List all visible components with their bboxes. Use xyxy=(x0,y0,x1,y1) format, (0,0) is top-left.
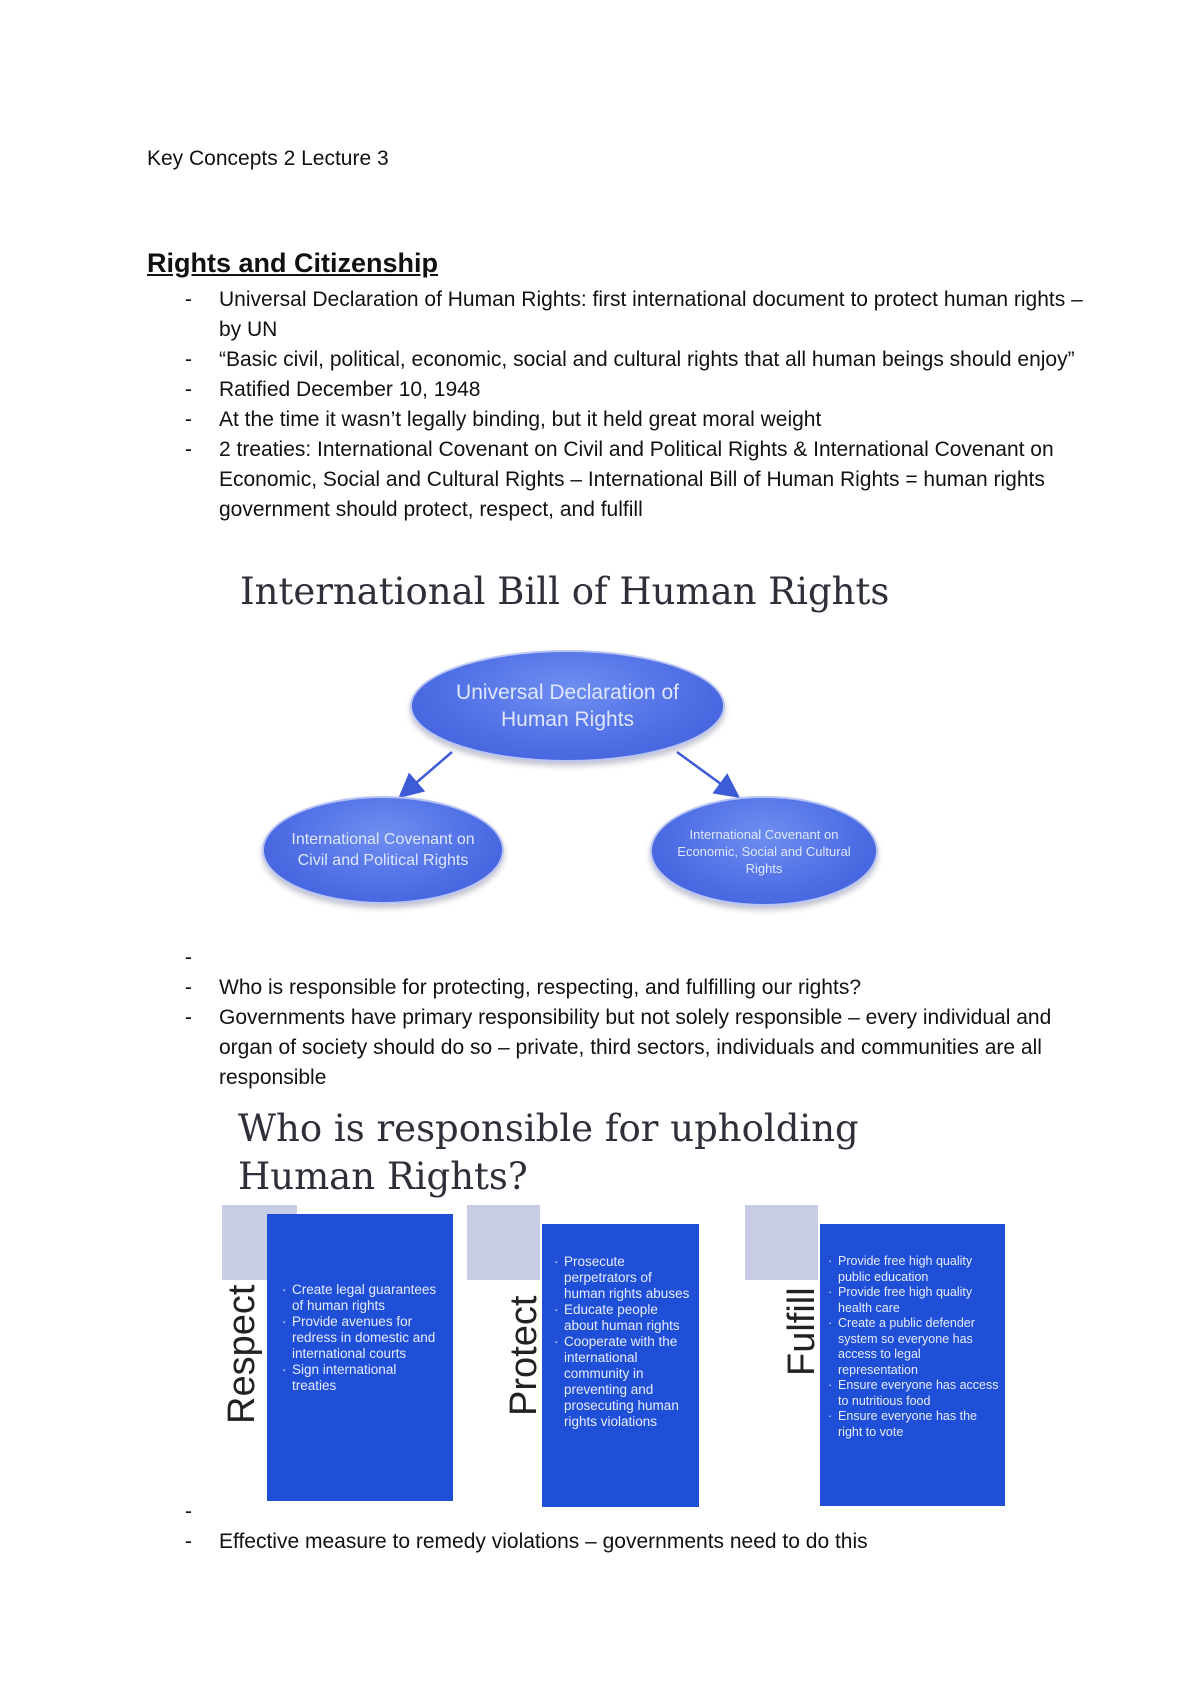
panel-item: · Prosecute perpetrators of human rights abuses xyxy=(554,1254,691,1302)
panel-item: · Sign international treaties xyxy=(282,1362,443,1394)
panel-item: · Cooperate with the international community in preventing and prosecuting human rights violations xyxy=(554,1334,691,1430)
bullet-item: - 2 treaties: International Covenant on Civil and Political Rights & International Covenant on Economic, Social and Cultural Rights – International Bill of Human Rights = human rights government should protect, respect, and fulfill xyxy=(185,438,1054,521)
bullet-item: - Universal Declaration of Human Rights: first international document to protect human rights – by UN xyxy=(185,288,1083,341)
node-universal-declaration: Universal Declaration of Human Rights xyxy=(410,650,725,762)
document-title: Key Concepts 2 Lecture 3 xyxy=(147,147,389,170)
label-respect: Respect xyxy=(221,1284,263,1424)
panel-item: · Provide free high quality health care xyxy=(828,1285,999,1316)
bullet-item: - xyxy=(185,946,192,969)
node-economic-social-covenant: International Covenant on Economic, Social and Cultural Rights xyxy=(650,796,878,906)
column-square-protect xyxy=(467,1205,540,1280)
label-fulfill: Fulfill xyxy=(781,1287,823,1376)
panel-item: · Ensure everyone has the right to vote xyxy=(828,1409,999,1440)
node-civil-political-covenant: International Covenant on Civil and Political Rights xyxy=(262,796,504,904)
bullet-list-bottom xyxy=(147,1497,1087,1557)
column-square-fulfill xyxy=(745,1205,818,1280)
arrow-left xyxy=(402,752,452,795)
bullet-item: - xyxy=(185,1500,192,1523)
panel-protect xyxy=(542,1224,699,1507)
bullet-item: - Ratified December 10, 1948 xyxy=(185,378,481,401)
bullet-item: - “Basic civil, political, economic, social and cultural rights that all human beings should enjoy” xyxy=(185,348,1075,371)
bullet-item: - At the time it wasn’t legally binding, but it held great moral weight xyxy=(185,408,822,431)
panel-item: · Ensure everyone has access to nutritious food xyxy=(828,1378,999,1409)
panel-item: · Provide free high quality public education xyxy=(828,1254,999,1285)
bullet-item: - Effective measure to remedy violations – governments need to do this xyxy=(185,1530,868,1553)
label-protect: Protect xyxy=(503,1295,545,1416)
figure-title-responsibility: Who is responsible for upholding Human Rights? xyxy=(238,1107,859,1198)
panel-item: · Create a public defender system so everyone has access to legal representation xyxy=(828,1316,999,1378)
bullet-list-middle xyxy=(147,943,1087,1093)
figure-title-bill-of-rights: International Bill of Human Rights xyxy=(240,570,890,613)
panel-fulfill xyxy=(820,1224,1005,1506)
panel-item: · Provide avenues for redress in domestic and international courts xyxy=(282,1314,443,1362)
panel-item: · Educate people about human rights xyxy=(554,1302,691,1334)
section-heading: Rights and Citizenship xyxy=(147,248,439,278)
bullet-item: - Who is responsible for protecting, respecting, and fulfilling our rights? xyxy=(185,976,861,999)
panel-item: · Create legal guarantees of human rights xyxy=(282,1282,443,1314)
bullet-item: - Governments have primary responsibility but not solely responsible – every individual and organ of society should do so – private, third sectors, individuals and communities are all responsible xyxy=(185,1006,1052,1089)
arrow-right xyxy=(677,752,736,795)
panel-respect xyxy=(267,1214,453,1501)
